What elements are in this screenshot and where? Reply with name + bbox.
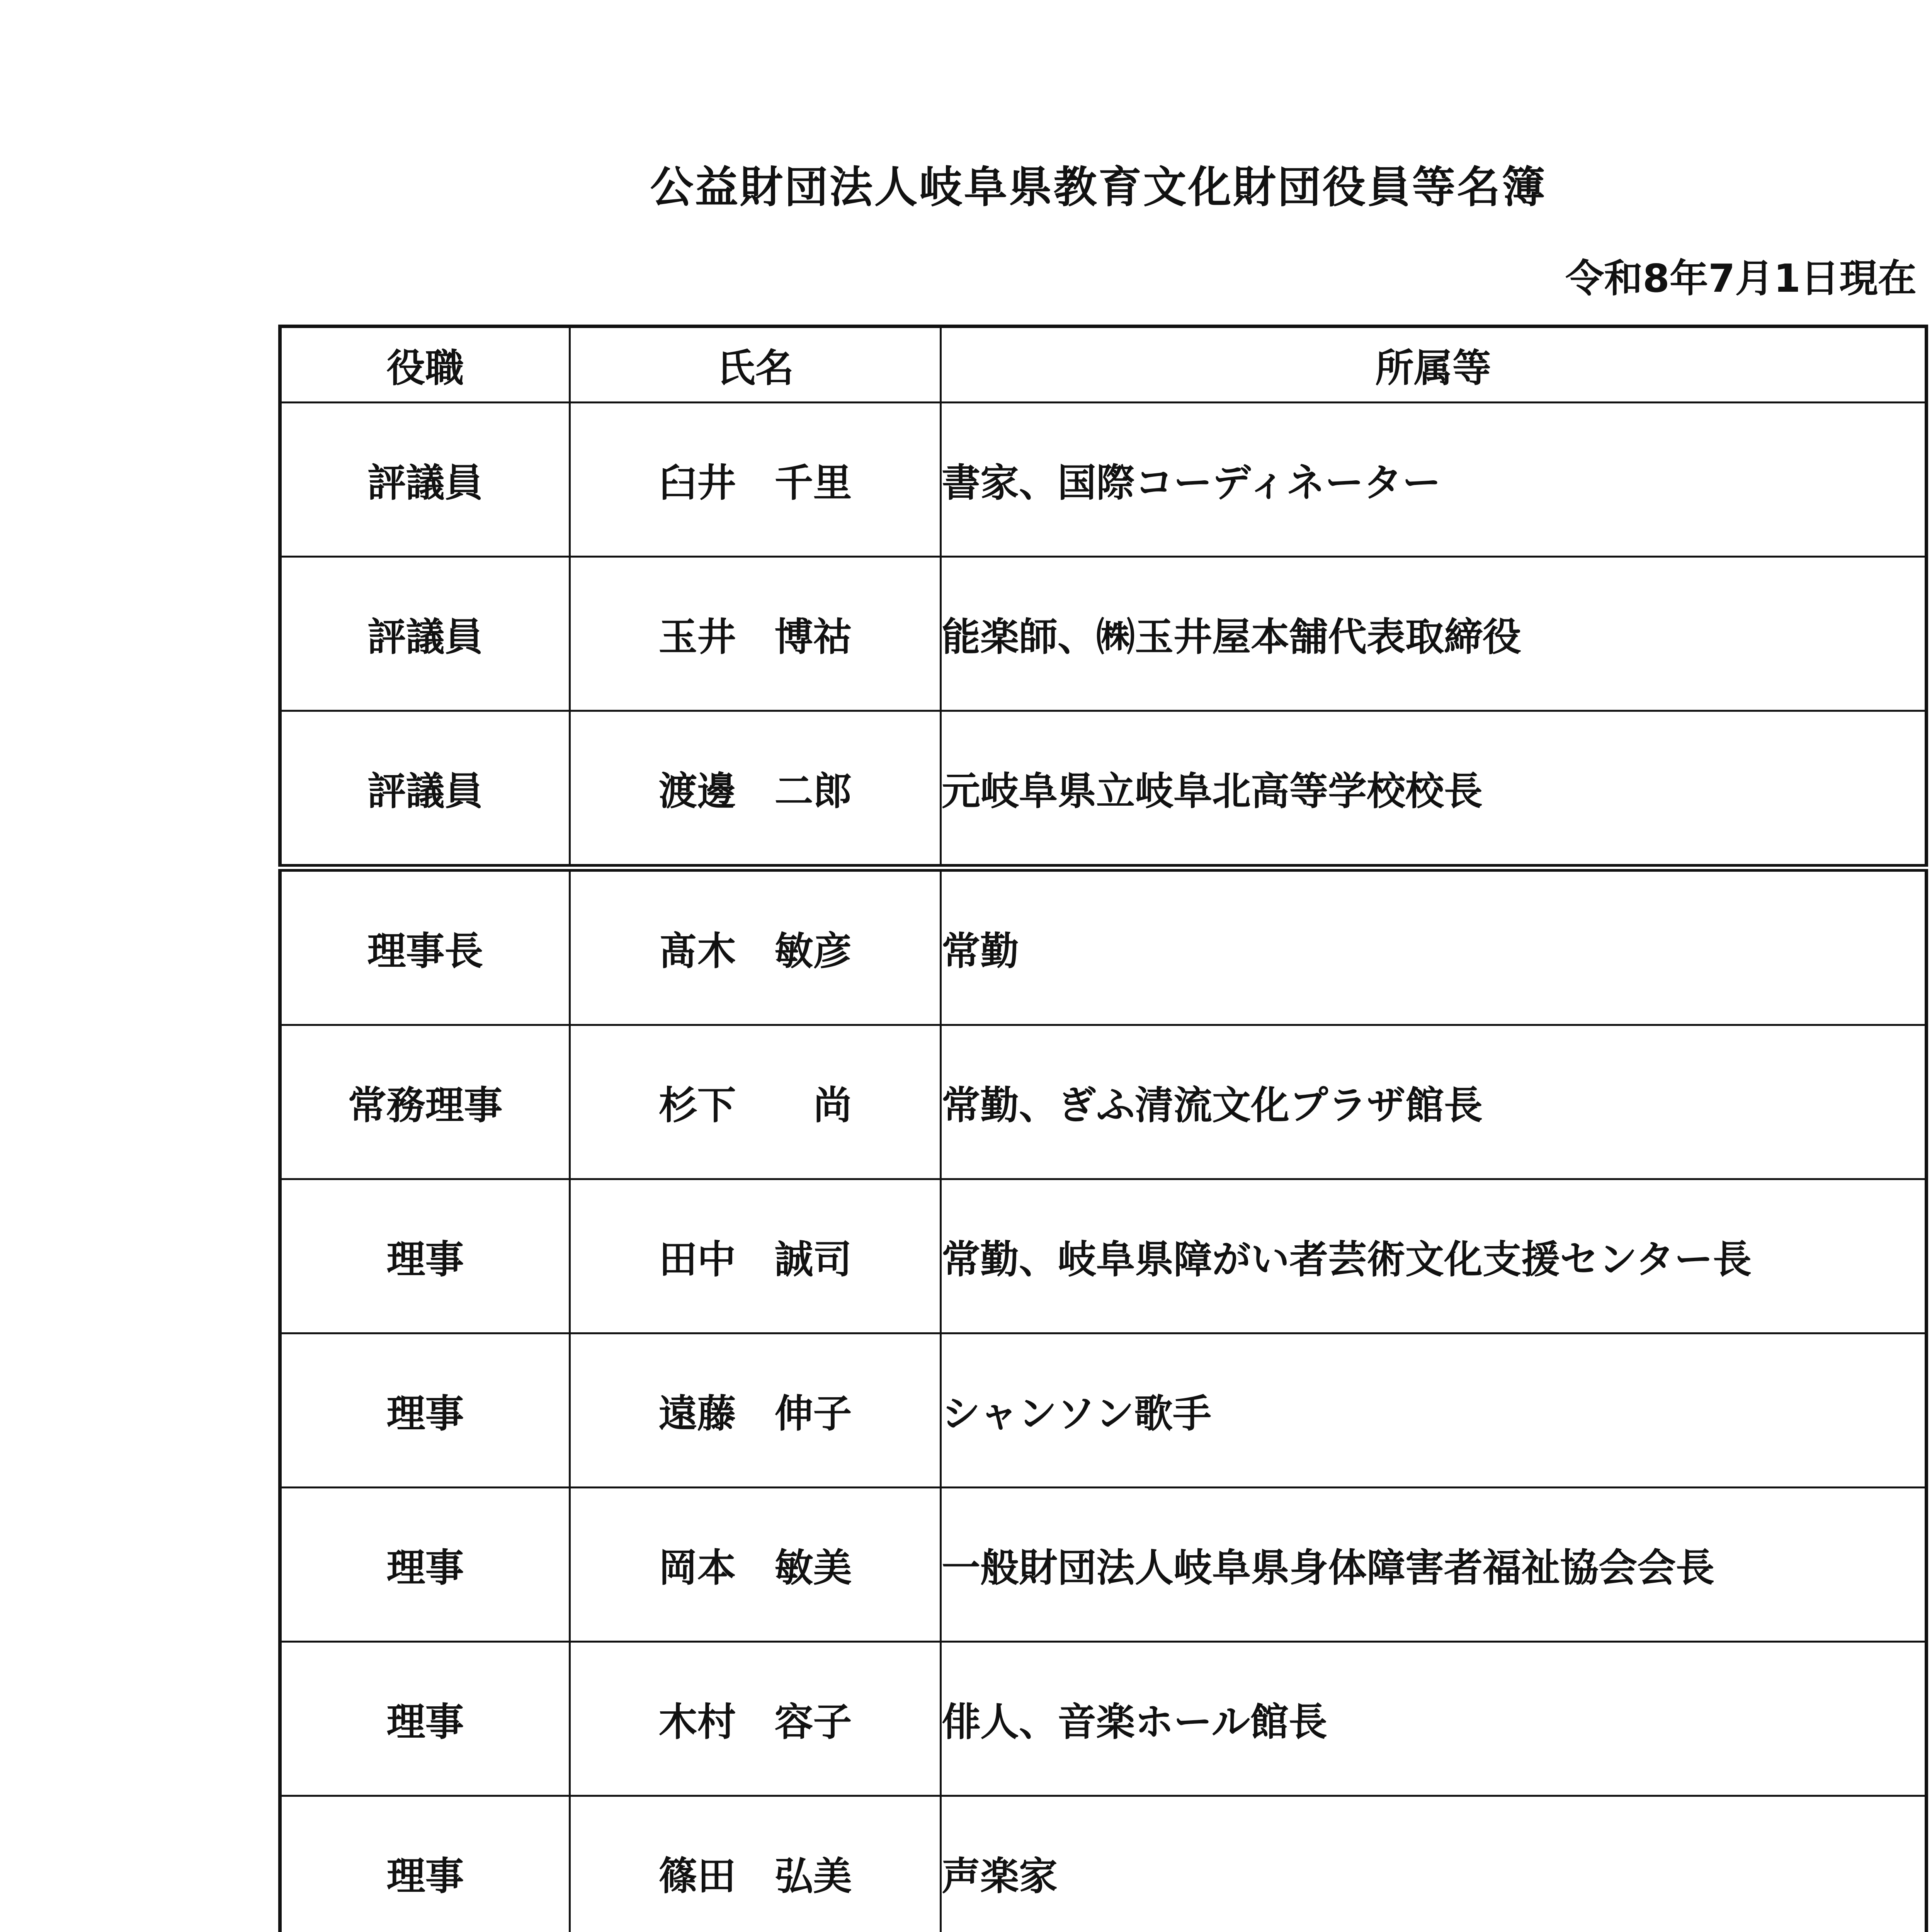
table-row [280, 1642, 1927, 1796]
cell-name: 渡邊 二郎 [570, 711, 941, 868]
cell-affiliation: 声楽家 [941, 1796, 1927, 1932]
cell-role: 理事 [280, 1796, 570, 1932]
cell-affiliation: 常勤、岐阜県障がい者芸術文化支援センター長 [941, 1179, 1927, 1333]
cell-role: 理事 [280, 1179, 570, 1333]
cell-affiliation: シャンソン歌手 [941, 1333, 1927, 1488]
cell-name: 髙木 敏彦 [570, 868, 941, 1025]
cell-affiliation: 能楽師、㈱玉井屋本舗代表取締役 [941, 557, 1927, 711]
cell-affiliation: 一般財団法人岐阜県身体障害者福祉協会会長 [941, 1488, 1927, 1642]
header-affiliation: 所属等 [941, 327, 1927, 403]
table-row [280, 557, 1927, 711]
table-row [280, 1796, 1927, 1932]
table-row [280, 711, 1927, 868]
cell-name: 杉下 尚 [570, 1025, 941, 1179]
cell-affiliation: 常勤 [941, 868, 1927, 1025]
as-of-date: 令和8年7月1日現在 [1565, 256, 1917, 301]
cell-affiliation: 常勤、ぎふ清流文化プラザ館長 [941, 1025, 1927, 1179]
table-header-row [280, 327, 1927, 403]
cell-affiliation: 元岐阜県立岐阜北高等学校校長 [941, 711, 1927, 868]
cell-role: 理事長 [280, 868, 570, 1025]
cell-role: 評議員 [280, 711, 570, 868]
cell-affiliation: 俳人、音楽ホール館長 [941, 1642, 1927, 1796]
cell-role: 常務理事 [280, 1025, 570, 1179]
cell-role: 理事 [280, 1488, 570, 1642]
cell-role: 評議員 [280, 403, 570, 557]
officers-table [278, 325, 1928, 1932]
header-role: 役職 [280, 327, 570, 403]
table-row [280, 1025, 1927, 1179]
cell-name: 木村 容子 [570, 1642, 941, 1796]
page-title: 公益財団法人岐阜県教育文化財団役員等名簿 [650, 162, 1547, 213]
cell-name: 遠藤 伸子 [570, 1333, 941, 1488]
table-row [280, 1179, 1927, 1333]
table-row [280, 1333, 1927, 1488]
table-row [280, 403, 1927, 557]
cell-affiliation: 書家、国際コーディネーター [941, 403, 1927, 557]
cell-role: 理事 [280, 1333, 570, 1488]
header-name: 氏名 [570, 327, 941, 403]
cell-name: 玉井 博祜 [570, 557, 941, 711]
table-row [280, 1488, 1927, 1642]
cell-name: 田中 誠司 [570, 1179, 941, 1333]
cell-role: 評議員 [280, 557, 570, 711]
cell-name: 臼井 千里 [570, 403, 941, 557]
cell-role: 理事 [280, 1642, 570, 1796]
cell-name: 岡本 敏美 [570, 1488, 941, 1642]
cell-name: 篠田 弘美 [570, 1796, 941, 1932]
table-row [280, 868, 1927, 1025]
